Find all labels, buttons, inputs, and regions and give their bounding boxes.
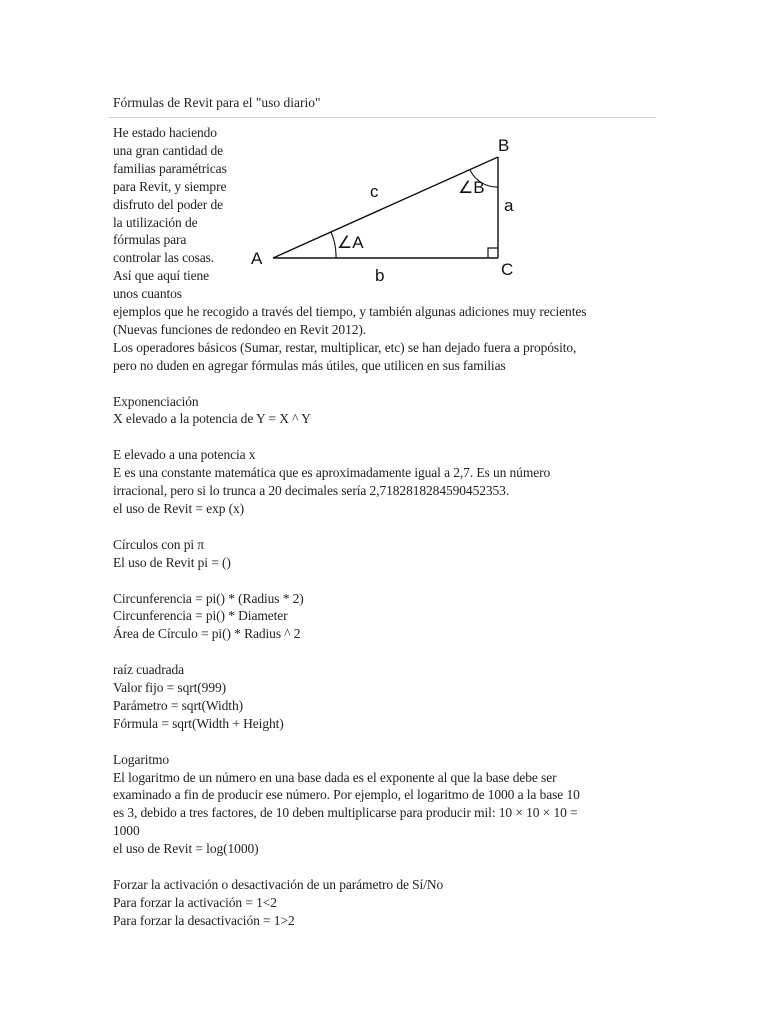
side-c-label: c xyxy=(370,182,379,201)
vertex-b-label: B xyxy=(498,136,510,155)
section-line: examinado a fin de producir ese número. Por ejemplo, el logaritmo de 1000 a la base 10 xyxy=(113,787,580,803)
section-line: X elevado a la potencia de Y = X ^ Y xyxy=(113,411,311,427)
figure-background xyxy=(245,125,525,295)
spacer xyxy=(113,518,658,536)
spacer xyxy=(113,375,658,393)
section-line: Fórmula = sqrt(Width + Height) xyxy=(113,715,284,731)
intro-line: He estado haciendo xyxy=(113,125,217,140)
section-line: E es una constante matemática que es aproximadamente igual a 2,7. Es un número xyxy=(113,465,551,481)
section-line: Valor fijo = sqrt(999) xyxy=(113,680,227,696)
intro-line: la utilización de xyxy=(113,214,198,230)
spacer xyxy=(113,858,658,876)
section-line: El uso de Revit pi = () xyxy=(113,554,231,570)
intro-line: una gran cantidad de xyxy=(113,142,224,158)
vertex-c-label: C xyxy=(501,260,514,279)
section-line: Para forzar la activación = 1<2 xyxy=(113,894,277,910)
section-line: el uso de Revit = exp (x) xyxy=(113,501,245,516)
title-divider xyxy=(108,117,656,118)
right-triangle-figure xyxy=(245,125,525,295)
section-line: Parámetro = sqrt(Width) xyxy=(113,697,243,713)
spacer xyxy=(113,643,658,661)
section-line: Área de Círculo = pi() * Radius ^ 2 xyxy=(113,626,301,642)
section-heading-square-root: raíz cuadrada xyxy=(113,662,185,678)
section-heading-circles-pi: Círculos con pi π xyxy=(113,536,204,552)
section-line: 1000 xyxy=(113,823,140,839)
spacer xyxy=(113,733,658,751)
document-title: Fórmulas de Revit para el "uso diario" xyxy=(113,95,321,110)
section-heading-exponentiation: Exponenciación xyxy=(113,393,199,409)
paragraph-line: Los operadores básicos (Sumar, restar, multiplicar, etc) se han dejado fuera a propósito, xyxy=(113,339,577,355)
section-heading-yes-no: Forzar la activación o desactivación de un parámetro de Sí/No xyxy=(113,876,444,892)
section-heading-logarithm: Logaritmo xyxy=(113,751,170,767)
paragraph-line: pero no duden en agregar fórmulas más útiles, que utilicen en sus familias xyxy=(113,357,506,373)
side-b-label: b xyxy=(375,266,385,285)
spacer xyxy=(113,572,658,590)
section-line: Para forzar la desactivación = 1>2 xyxy=(113,912,295,928)
intro-column xyxy=(113,124,241,303)
paragraph-line: ejemplos que he recogido a través del tiempo, y también algunas adiciones muy recientes xyxy=(113,304,587,320)
section-line: Circunferencia = pi() * Diameter xyxy=(113,608,288,624)
spacer xyxy=(113,428,658,446)
intro-line: fórmulas para xyxy=(113,232,187,248)
intro-line: Así que aquí tiene xyxy=(113,268,210,284)
paragraph-line: (Nuevas funciones de redondeo en Revit 2012). xyxy=(113,321,367,337)
section-heading-circumference: Circunferencia = pi() * (Radius * 2) xyxy=(113,590,304,606)
section-line: El logaritmo de un número en una base dada es el exponente al que la base debe ser xyxy=(113,769,557,785)
section-line: irracional, pero si lo trunca a 20 decimales sería 2,7182818284590452353. xyxy=(113,483,510,499)
angle-a-label: ∠A xyxy=(337,233,364,252)
intro-line: unos cuantos xyxy=(113,286,182,302)
angle-b-label: ∠B xyxy=(458,178,485,197)
intro-line: disfruto del poder de xyxy=(113,196,223,212)
intro-line: controlar las cosas. xyxy=(113,250,215,266)
intro-line: familias paramétricas xyxy=(113,160,227,176)
section-line: el uso de Revit = log(1000) xyxy=(113,841,259,857)
intro-line: para Revit, y siempre xyxy=(113,178,227,194)
triangle-diagram xyxy=(245,125,525,295)
section-line: es 3, debido a tres factores, de 10 deben multiplicarse para producir mil: 10 × 10 × 10 = xyxy=(113,805,578,821)
section-heading-e-power: E elevado a una potencia x xyxy=(113,447,256,463)
vertex-a-label: A xyxy=(251,249,263,268)
side-a-label: a xyxy=(504,196,514,215)
